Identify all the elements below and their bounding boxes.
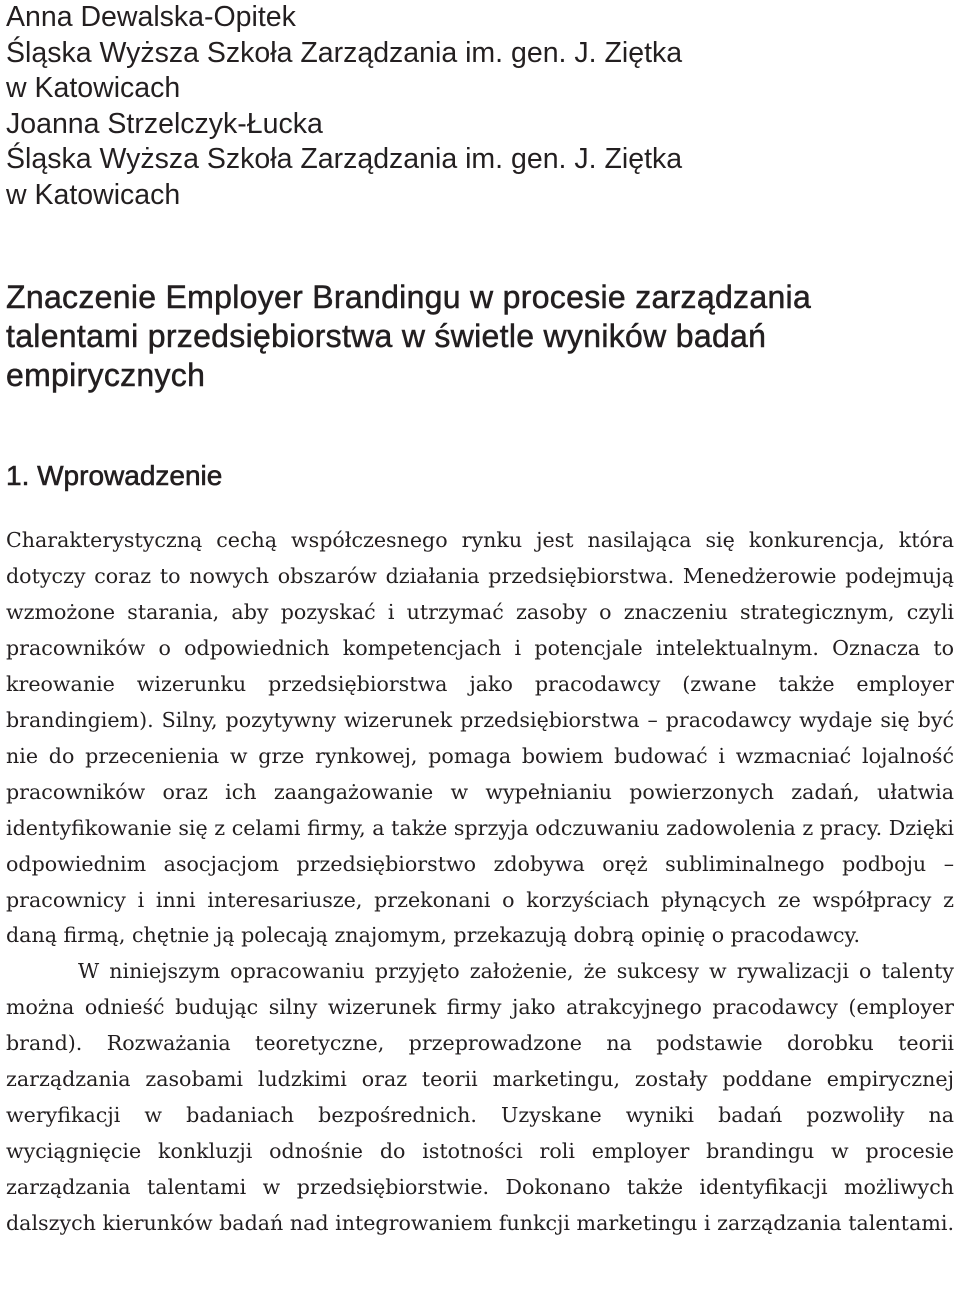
body-paragraph: Charakterystyczną cechą współczesnego rynku jest nasilająca się konkurencja, która dotyczy coraz to nowych obszarów działania przedsiębiorstwa. Menedżerowie podejmują wzmożone starania, aby pozyskać i utrzymać zasoby o znaczeniu strategicznym, czyli pracowników o odpowiednich kompetencjach i potencjale intelektualnym. Oznacza to kreowanie wizerunku przedsiębiorstwa jako pracodawcy (zwane także employer brandingiem). Silny, pozytywny wizerunek przedsiębiorstwa – pracodawcy wydaje się być nie do przecenienia w grze rynkowej, pomaga bowiem budować i wzmacniać lojalność pracowników oraz ich zaangażowanie w wypełnianiu powierzonych zadań, ułatwia identyfikowanie się z celami firmy, a także sprzyja odczuwaniu zadowolenia z pracy. Dzięki odpowiednim asocjacjom przedsiębiorstwo zdobywa oręż subliminalnego podboju – pracownicy i inni interesariusze, przekonani o korzyściach płynących ze współpracy z daną firmą, chętnie ją polecają znajomym, przekazują dobrą opinię o pracodawcy.: [6, 528, 954, 948]
author-block: [6, 0, 682, 214]
author-name: Anna Dewalska-Opitek: [6, 1, 296, 33]
article-title: Znaczenie Employer Brandingu w procesie zarządzania talentami przedsiębiorstwa w świetle wyników badań empirycznych: [6, 279, 812, 393]
section-body: [6, 523, 954, 1242]
section-heading: 1. Wprowadzenie: [6, 460, 223, 491]
author-affiliation: Śląska Wyższa Szkoła Zarządzania im. gen. J. Ziętka: [6, 36, 683, 69]
author-affiliation-city: w Katowicach: [6, 178, 181, 211]
author-affiliation: Śląska Wyższa Szkoła Zarządzania im. gen. J. Ziętka: [6, 143, 683, 176]
body-paragraph: W niniejszym opracowaniu przyjęto założenie, że sukcesy w rywalizacji o talenty można odnieść budując silny wizerunek firmy jako atrakcyjnego pracodawcy (employer brand). Rozważania teoretyczne, przeprowadzone na podstawie dorobku teorii zarządzania zasobami ludzkimi oraz teorii marketingu, zostały poddane empirycznej weryfikacji w badaniach bezpośrednich. Uzyskane wyniki badań pozwoliły na wyciągnięcie konkluzji odnośnie do istotności roli employer brandingu w procesie zarządzania talentami w przedsiębiorstwie. Dokonano także identyfikacji możliwych dalszych kierunków badań nad integrowaniem funkcji marketingu i zarządzania talentami.: [6, 959, 955, 1236]
author-name: Joanna Strzelczyk-Łucka: [6, 107, 323, 140]
author-affiliation-city: w Katowicach: [6, 72, 181, 105]
